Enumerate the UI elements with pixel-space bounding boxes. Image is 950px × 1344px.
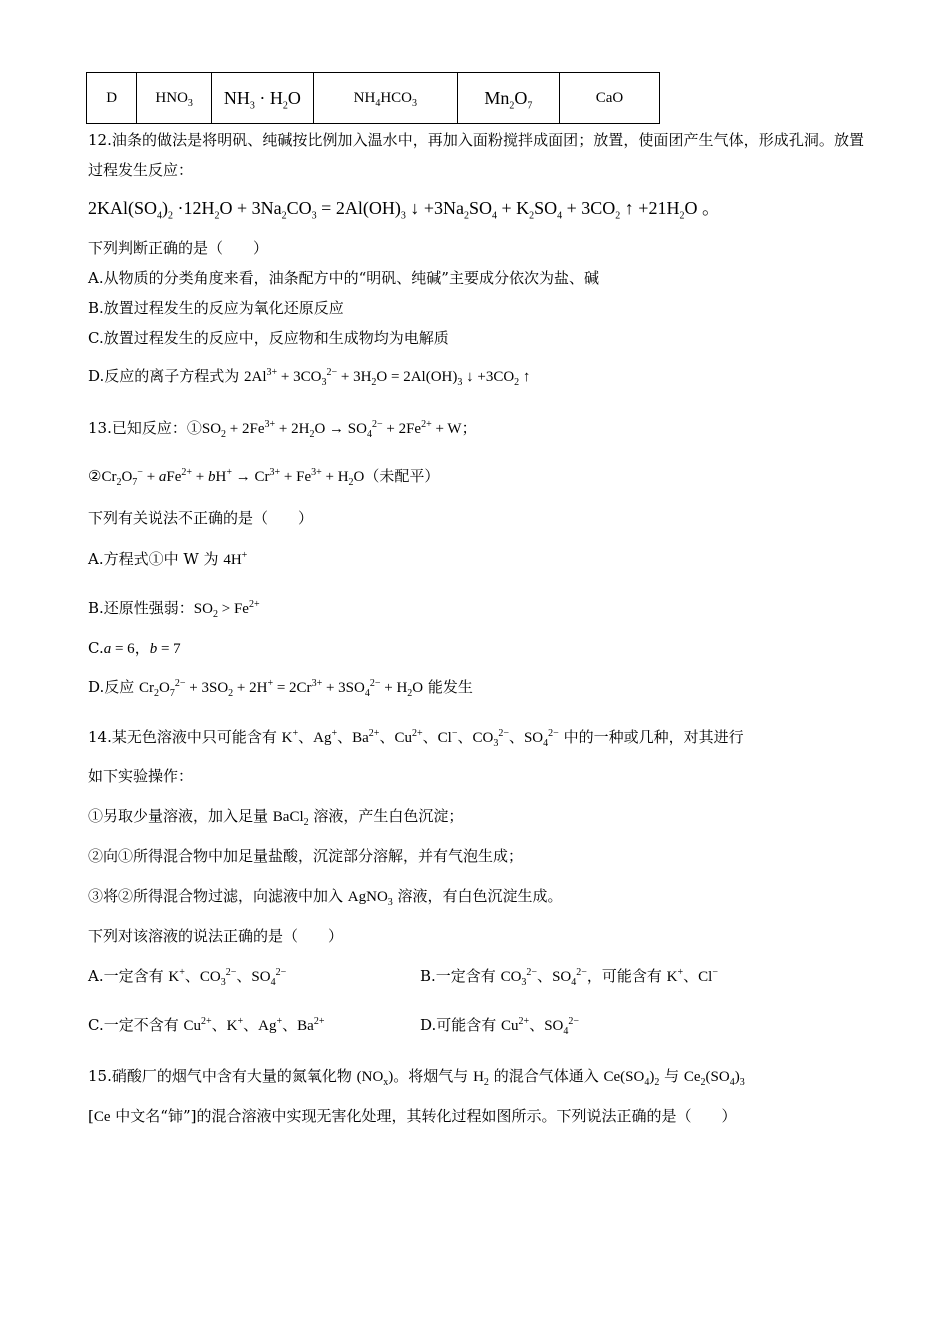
q14-option-a: A.一定含有 K+、$CO_3^{2-}$、$SO_4^{2-}$ [88, 967, 287, 988]
q14-question: 下列对该溶液的说法正确的是（ ） [88, 927, 344, 945]
q12-option-b: B.放置过程发生的反应为氧化还原反应 [88, 299, 344, 317]
q13-option-b: B.还原性强弱：$SO_2 > Fe^{2+}$ [88, 599, 260, 620]
q14-option-c: C.一定不含有 $Cu^{2+}$、K+、Ag+、$Ba^{2+}$ [88, 1016, 325, 1034]
q13-option-d: D.反应 $Cr_2O_7^{2-} + 3SO_2 + 2H^+ = 2Cr^{3+} + 3SO_4^{2-} + H_2O$ 能发生 [88, 678, 473, 699]
q12-option-d: D.反应的离子方程式为 $2Al^{3+} + 3CO_3^{2-} + 3H_2O = 2Al(OH)_3$ ↓ $+3CO_2$ ↑ [88, 367, 531, 388]
q12-equation: $2KAl(SO_4)_2 \cdot 12H_2O + 3Na_2CO_3 = 2Al(OH)_3$ ↓ $+3Na_2SO_4 + K_2SO_4 + 3CO_2$ ↑ $+21H_2O$ 。 [88, 198, 720, 222]
q13-option-c: C.a = 6，b = 7 [88, 639, 181, 657]
q12-question: 下列判断正确的是（ ） [88, 239, 269, 257]
q13-reaction-2: $②Cr_2O_7^- + aFe^{2+} + bH^+ \to Cr^{3+} + Fe^{3+} + H_2O$（未配平） [88, 467, 440, 488]
q15-line-1: 15.硝酸厂的烟气中含有大量的氮氧化物 $(NO_x)$。将烟气与 $H_2$ 的混合气体通入 $Ce(SO_4)_2$ 与 $Ce_2(SO_4)_3$ [88, 1067, 745, 1088]
table-cell-base: $NH_3 \cdot H_2O$ [211, 73, 313, 124]
q13-option-a: A.方程式①中 W 为 4H+ [88, 550, 248, 568]
q13-question: 下列有关说法不正确的是（ ） [88, 509, 314, 527]
table-cell-acid: $HNO_3$ [137, 73, 211, 124]
table-cell-label: D [87, 73, 137, 124]
q14-step-1: ①另取少量溶液，加入足量 BaCl$_2$ 溶液，产生白色沉淀； [88, 807, 464, 828]
q15-line-2: [Ce 中文名“铈”]的混合溶液中实现无害化处理，其转化过程如图所示。下列说法正确的是（ ） [88, 1107, 737, 1125]
q12-option-c: C.放置过程发生的反应中，反应物和生成物均为电解质 [88, 329, 449, 347]
q14-option-d: D.可能含有 $Cu^{2+}$、$SO_4^{2-}$ [420, 1016, 580, 1037]
answer-table [86, 72, 660, 124]
table-cell-acidic-oxide: $Mn_2O_7$ [457, 73, 559, 124]
q14-stem-1: 14.某无色溶液中只可能含有 K+、Ag+、$Ba^{2+}$、$Cu^{2+}$、Cl−、$CO_3^{2-}$、$SO_4^{2-}$ 中的一种或几种，对其进行 [88, 728, 744, 749]
table-row [87, 73, 660, 124]
q13-reaction-1: 13.已知反应：$①SO_2 + 2Fe^{3+} + 2H_2O \to SO_4^{2-} + 2Fe^{2+} + W$； [88, 419, 477, 440]
q14-stem-2: 如下实验操作： [88, 767, 194, 785]
q14-option-b: B.一定含有 $CO_3^{2-}$、$SO_4^{2-}$，可能含有 K+、Cl− [420, 967, 718, 988]
q12-stem: 12.油条的做法是将明矾、纯碱按比例加入温水中，再加入面粉搅拌成面团；放置，使面团产生气体，形成孔洞。放置过程发生反应： [88, 131, 864, 179]
q12-option-a: A.从物质的分类角度来看，油条配方中的“明矾、纯碱”主要成分依次为盐、碱 [88, 269, 599, 287]
q14-step-2: ②向①所得混合物中加足量盐酸，沉淀部分溶解，并有气泡生成； [88, 847, 524, 865]
table-cell-basic-oxide: CaO [559, 73, 659, 124]
table-cell-salt: $NH_4HCO_3$ [313, 73, 457, 124]
q14-step-3: ③将②所得混合物过滤，向滤液中加入 AgNO$_3$ 溶液，有白色沉淀生成。 [88, 887, 563, 908]
